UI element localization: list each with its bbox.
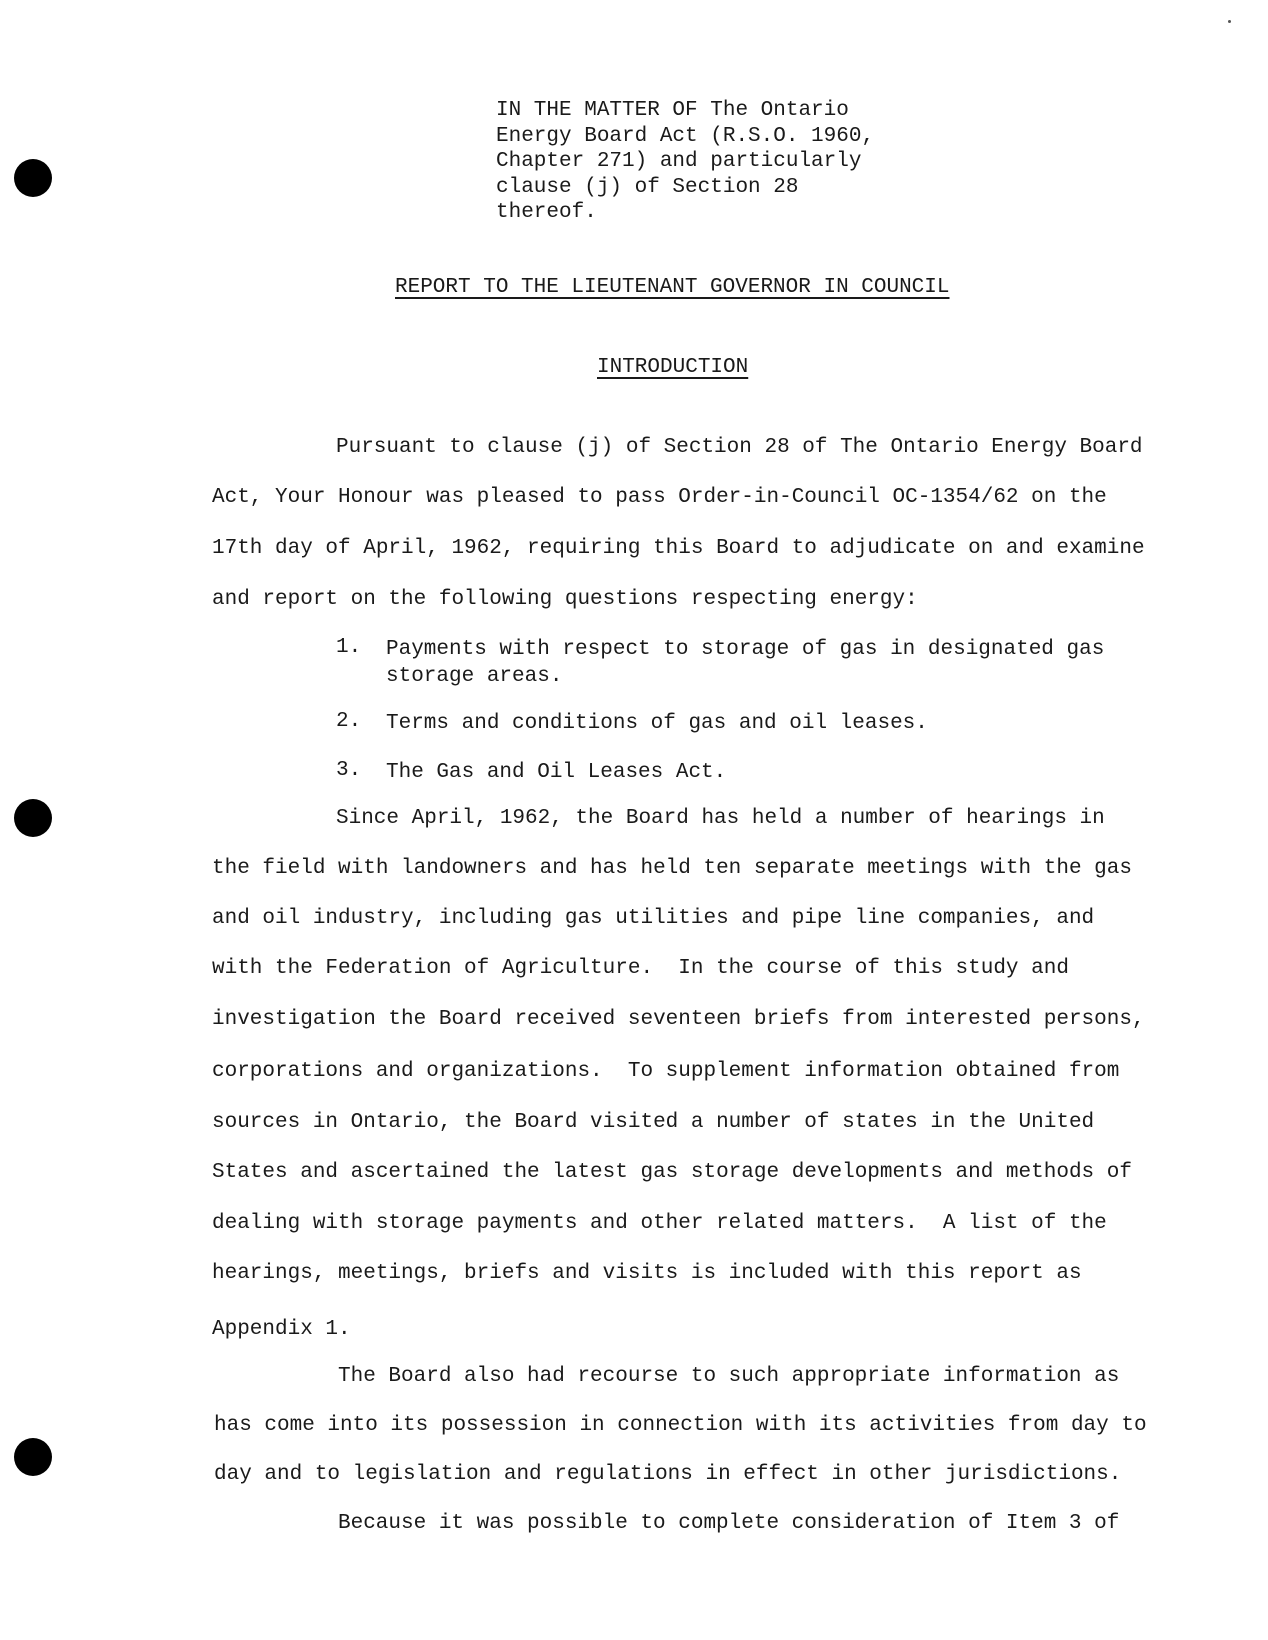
paragraph-2-line: investigation the Board received seventeen briefs from interested persons, (212, 1008, 1145, 1031)
list-item-number: 2. (336, 710, 362, 733)
section-heading: INTRODUCTION (597, 356, 749, 379)
list-item-number: 3. (336, 759, 362, 782)
list-item-text: The Gas and Oil Leases Act. (386, 761, 727, 784)
paragraph-3-line: The Board also had recourse to such appropriate information as (338, 1365, 1120, 1388)
punch-hole-top (14, 159, 52, 197)
scan-speck (1228, 20, 1231, 23)
caption-line: Chapter 271) and particularly (496, 150, 862, 173)
paragraph-2-line: and oil industry, including gas utilities and pipe line companies, and (212, 907, 1095, 930)
punch-hole-middle (14, 799, 52, 837)
paragraph-2-line: Since April, 1962, the Board has held a number of hearings in (336, 807, 1105, 830)
paragraph-3-line: has come into its possession in connection with its activities from day to (214, 1414, 1147, 1437)
paragraph-2-line: sources in Ontario, the Board visited a number of states in the United (212, 1111, 1095, 1134)
paragraph-1-line: and report on the following questions respecting energy: (212, 588, 918, 611)
paragraph-2-line: with the Federation of Agriculture. In the course of this study and (212, 957, 1069, 980)
matter-caption (496, 98, 936, 226)
paragraph-1-line: Pursuant to clause (j) of Section 28 of The Ontario Energy Board (336, 436, 1143, 459)
caption-line: Energy Board Act (R.S.O. 1960, (496, 124, 875, 148)
paragraph-2-line: the field with landowners and has held ten separate meetings with the gas (212, 857, 1132, 880)
paragraph-2-line: dealing with storage payments and other related matters. A list of the (212, 1212, 1107, 1235)
caption-line: IN THE MATTER OF The Ontario (496, 99, 849, 122)
paragraph-2-line: corporations and organizations. To supplement information obtained from (212, 1060, 1120, 1083)
report-title: REPORT TO THE LIEUTENANT GOVERNOR IN COUNCIL (395, 276, 950, 299)
list-item-number: 1. (336, 636, 362, 659)
punch-hole-bottom (14, 1438, 52, 1476)
paragraph-2-line: Appendix 1. (212, 1318, 351, 1341)
caption-line: thereof. (496, 201, 597, 224)
caption-line: clause (j) of Section 28 (496, 175, 799, 199)
paragraph-1-line: Act, Your Honour was pleased to pass Order-in-Council OC-1354/62 on the (212, 486, 1107, 509)
list-item-text: Payments with respect to storage of gas in designated gas storage areas. (386, 638, 1105, 688)
paragraph-1-line: 17th day of April, 1962, requiring this Board to adjudicate on and examine (212, 537, 1145, 560)
paragraph-2-line: States and ascertained the latest gas storage developments and methods of (212, 1161, 1132, 1184)
paragraph-3-line: day and to legislation and regulations in effect in other jurisdictions. (214, 1463, 1122, 1486)
paragraph-2-line: hearings, meetings, briefs and visits is included with this report as (212, 1262, 1082, 1285)
paragraph-4-line: Because it was possible to complete consideration of Item 3 of (338, 1512, 1120, 1535)
list-item-text: Terms and conditions of gas and oil leases. (386, 712, 928, 735)
